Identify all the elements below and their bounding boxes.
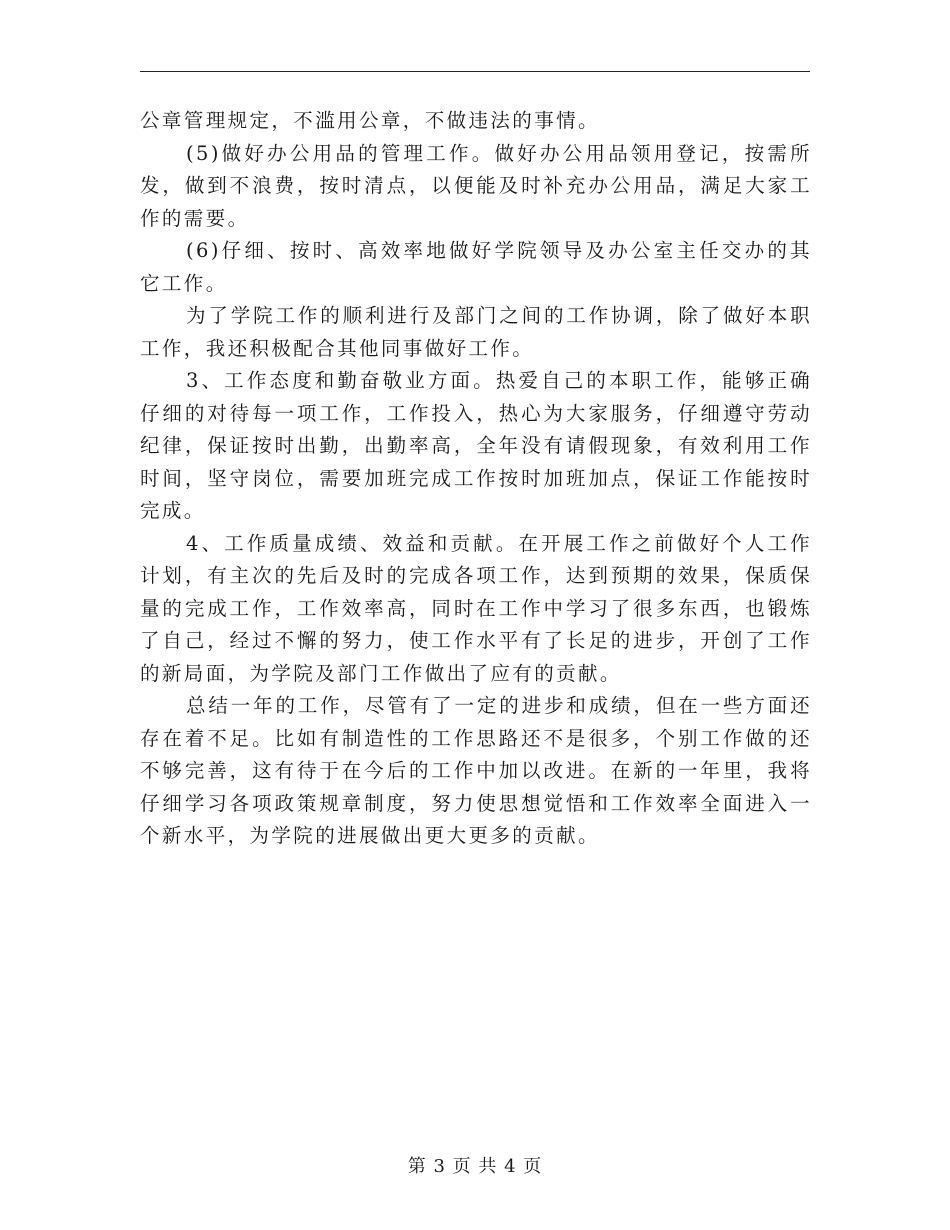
paragraph-7: 总结一年的工作，尽管有了一定的进步和成绩，但在一些方面还存在着不足。比如有制造性的工作思路还不是很多，个别工作做的还不够完善，这有待于在今后的工作中加以改进。在新的一年里，我将仔细学习各项政策规章制度，努力使思想觉悟和工作效率全面进入一个新水平，为学院的进展做出更大更多的贡献。	[140, 694, 812, 847]
paragraph-6: 4、工作质量成绩、效益和贡献。在开展工作之前做好个人工作计划，有主次的先后及时的完成各项工作，达到预期的效果，保质保量的完成工作，工作效率高，同时在工作中学习了很多东西，也锻炼了自己，经过不懈的努力，使工作水平有了长足的进步，开创了工作的新局面，为学院及部门工作做出了应有的贡献。	[140, 531, 812, 685]
page-footer	[0, 1152, 950, 1178]
paragraph-3: (6)仔细、按时、高效率地做好学院领导及办公室主任交办的其它工作。	[140, 239, 812, 295]
header-rule	[140, 71, 810, 72]
paragraph-1: 公章管理规定，不滥用公章，不做违法的事情。	[140, 109, 600, 132]
paragraph-5: 3、工作态度和勤奋敬业方面。热爱自己的本职工作，能够正确仔细的对待每一项工作，工作投入，热心为大家服务，仔细遵守劳动纪律，保证按时出勤，出勤率高，全年没有请假现象，有效利用工作时间，坚守岗位，需要加班完成工作按时加班加点，保证工作能按时完成。	[140, 369, 812, 522]
page-number-label: 第 3 页 共 4 页	[407, 1156, 543, 1177]
paragraph-2: (5)做好办公用品的管理工作。做好办公用品领用登记，按需所发，做到不浪费，按时清点，以便能及时补充办公用品，满足大家工作的需要。	[140, 141, 812, 230]
document-body	[140, 105, 812, 853]
paragraph-4: 为了学院工作的顺利进行及部门之间的工作协调，除了做好本职工作，我还积极配合其他同事做好工作。	[140, 304, 812, 360]
